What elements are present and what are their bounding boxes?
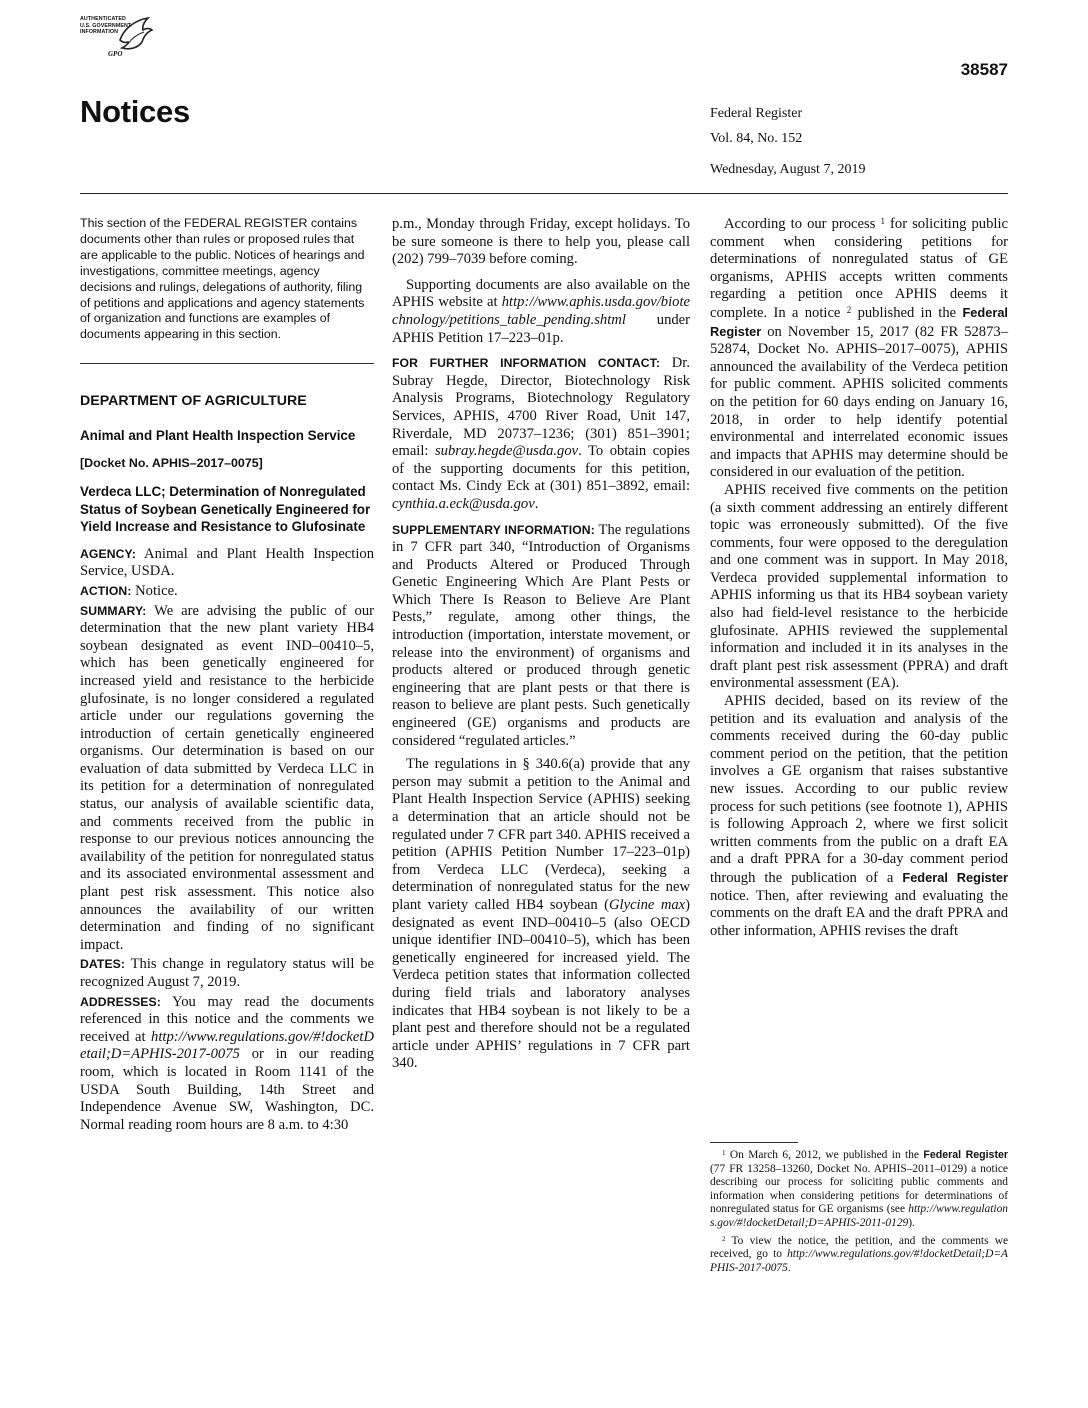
email-link-hegde[interactable]: subray.hegde@usda.gov: [435, 443, 579, 460]
department-heading: DEPARTMENT OF AGRICULTURE: [80, 393, 307, 410]
footnote-1-number: 1: [722, 1149, 726, 1157]
contact-text-3: .: [534, 495, 539, 512]
footnote-2: [710, 1235, 1008, 1276]
supporting-docs-text: Supporting documents are also available on the APHIS website at: [392, 276, 690, 311]
supporting-documents: [392, 277, 690, 347]
contact-text: Dr. Subray Hegde, Director, Biotechnology Risk Analysis Programs, Biotechnology Regulatory Services, APHIS, 4700 River Road, Unit 147, Riverdale, MD 20737–1236; (301) 851–3901; email:: [392, 355, 690, 460]
column-3: [710, 216, 1008, 940]
email-link-eck[interactable]: cynthia.a.eck@usda.gov: [392, 495, 535, 512]
petition-text: The regulations in § 340.6(a) provide that any person may submit a petition to the Animal and Plant Health Inspection Service (APHIS) seeking a determination that an article should not be regulated under 7 CFR part 340. APHIS received a petition (APHIS Petition Number 17–223–01p) from Verdeca LLC (Verdeca), seeking a determination of nonregulated status for the new plant variety called HB4 soybean (: [392, 756, 690, 913]
agency-heading: Animal and Plant Health Inspection Service: [80, 428, 356, 444]
supplementary-label: SUPPLEMENTARY INFORMATION:: [392, 522, 595, 537]
approach-paragraph: [710, 693, 1008, 940]
action-block: [80, 583, 374, 601]
logo-gpo-mark: GPO: [108, 50, 123, 58]
section-title: Notices: [80, 94, 190, 129]
supplementary-block: [392, 522, 690, 751]
summary-block: [80, 603, 374, 955]
regulations-link[interactable]: http://www.regulations.gov/#!docketDetail;D=APHIS-2017-0075: [80, 1028, 374, 1063]
logo-line-3: INFORMATION: [80, 29, 119, 35]
issue-date: Wednesday, August 7, 2019: [710, 162, 866, 177]
contact-block: [392, 355, 690, 513]
footnote-ref-2[interactable]: 2: [846, 304, 852, 315]
contact-label: FOR FURTHER INFORMATION CONTACT:: [392, 356, 661, 371]
dates-block: [80, 956, 374, 991]
approach-text: APHIS decided, based on its review of the petition and its evaluation and analysis of the comments received during the 60-day public comment period on the petition, that the petition involves a GE organism that raises substantive new issues. According to our public review process for such petitions (see footnote 1), APHIS is following Approach 2, where we first solicit written comments from the public on a draft EA and a draft PPRA for a 30-day comment period through the publication of a: [710, 693, 1008, 886]
addresses-block: [80, 994, 374, 1135]
section-intro: This section of the FEDERAL REGISTER contains documents other than rules or proposed rules that are applicable to the public. Notices of hearings and investigations, committee meetings, agency decisions and rulings, delegations of authority, filing of petitions and applications and agency statements of organization and functions are examples of documents appearing in this section.: [80, 216, 365, 342]
docket-number: [Docket No. APHIS–2017–0075]: [80, 456, 263, 471]
process-text-3: published in the: [857, 304, 957, 321]
petition-text-2: ) designated as event IND–00410–5 (also OECD unique identifier IND–00410–5), which has been genetically engineered for increased yield. The Verdeca petition states that information collected during field trials and laboratory analyses indicates that HB4 soybean is not likely to be a plant pest and therefore should not be a regulated article under APHIS’ regulations in 7 CFR part 340.: [392, 896, 691, 1072]
column-2: [392, 216, 690, 1073]
contact-text-2: . To obtain copies of the supporting documents for this petition, contact Ms. Cindy Eck at (301) 851–3892, email:: [392, 443, 690, 495]
supporting-docs-text-2: under APHIS Petition 17–223–01p.: [392, 311, 690, 346]
logo-line-1: AUTHENTICATED: [80, 16, 126, 22]
footnotes: [710, 1142, 1008, 1275]
action-text: Notice.: [135, 582, 178, 599]
volume-number: Vol. 84, No. 152: [710, 131, 803, 146]
process-text: According to our process: [724, 216, 876, 232]
footnote-ref-1[interactable]: 1: [880, 216, 885, 226]
footnote-2-text-2: .: [787, 1261, 791, 1274]
action-label: ACTION:: [80, 583, 132, 598]
addresses-text-2: or in our reading room, which is located in Room 1141 of the USDA South Building, 14th Street and Independence Avenue SW, Washington, DC. Normal reading room hours are 8 a.m. to 4:30: [80, 1046, 374, 1133]
footnote-rule: [710, 1142, 798, 1143]
petition-paragraph: [392, 756, 690, 1073]
addresses-text: You may read the documents referenced in this notice and the comments we received at: [80, 993, 375, 1045]
summary-text: We are advising the public of our determination that the new plant variety HB4 soybean designated as event IND–00410–5, which has been genetically engineered for increased yield and resistance to the herbicide glufosinate, is no longer considered a regulated article under our regulations governing the introduction of certain genetically engineered organisms. Our determination is based on our evaluation of data submitted by Verdeca LLC in its petition for a determination of nonregulated status, our analysis of available scientific data, and comments received from the public in response to our previous notices announcing the availability of the petition for nonregulated status and its associated environmental assessment and plant pest risk assessment. This notice also announces the availability of our written determination and finding of no significant impact.: [80, 602, 374, 953]
federal-register-ref: Federal Register: [710, 304, 1008, 339]
addresses-label: ADDRESSES:: [80, 994, 161, 1009]
federal-register-ref-2: Federal Register: [902, 869, 1008, 885]
agency-block: [80, 546, 374, 581]
aphis-link[interactable]: http://www.aphis.usda.gov/biotechnology/petitions_table_pending.shtml: [392, 294, 690, 328]
header-rule: [80, 193, 1008, 194]
document-title: Verdeca LLC; Determination of Nonregulated Status of Soybean Genetically Engineered for Yield Increase and Resistance to Glufosinate: [80, 484, 371, 535]
dates-text: This change in regulatory status will be recognized August 7, 2019.: [80, 956, 374, 990]
footnote-1: [710, 1149, 1008, 1231]
species-name: Glycine max: [609, 896, 686, 913]
eagle-icon: [114, 14, 156, 54]
supplementary-text: The regulations in 7 CFR part 340, “Introduction of Organisms and Products Altered or Produced Through Genetic Engineering Which Are Plant Pests or Which There Is Reason to Believe Are Plant Pests,” regulate, among other things, the introduction (importation, interstate movement, or release into the environment) of organisms and products altered or produced through genetic engineering that are plant pests or that there is reason to believe are plant pests. Such genetically engineered (GE) organisms and products are considered “regulated articles.”: [392, 521, 691, 749]
footnote-1-text: On March 6, 2012, we published in the: [729, 1149, 919, 1161]
footnote-2-text: To view the notice, the petition, and the comments we received, go to: [710, 1234, 1008, 1261]
footnote-1-text-3: ).: [908, 1216, 915, 1229]
logo-line-2: U.S. GOVERNMENT: [80, 22, 132, 29]
process-paragraph: [710, 216, 1008, 482]
dates-label: DATES:: [80, 957, 126, 972]
footnote-1-text-2: (77 FR 13258–13260, Docket No. APHIS–2011–0129) a notice describing our process for soliciting public comments and information when considering petitions for determinations of nonregulated status for GE organisms (see: [710, 1162, 1008, 1216]
comments-paragraph: APHIS received five comments on the petition (a sixth comment addressing an entirely different topic was erroneously submitted). Of the five comments, four were opposed to the deregulation and one comment was in support. In May 2018, Verdeca provided supplemental information to APHIS informing us that its HB4 soybean variety also had field-level resistance to the herbicide glufosinate. APHIS reviewed the supplemental information and included it in its analyses in the draft plant pest risk assessment (PPRA) and draft environmental assessment (EA).: [710, 481, 1008, 692]
agency-label: AGENCY:: [80, 546, 136, 561]
page-number: 38587: [960, 60, 1008, 79]
column-1: [80, 216, 374, 1134]
reading-room-hours: p.m., Monday through Friday, except holidays. To be sure someone is there to help you, please call (202) 799–7039 before coming.: [392, 216, 690, 268]
approach-text-2: notice. Then, after reviewing and evaluating the comments on the draft EA and the draft PPRA and other information, APHIS revises the draft: [710, 887, 1008, 939]
footnote-1-fr: Federal Register: [923, 1149, 1008, 1161]
process-text-2: for soliciting public comment when considering petitions for determinations of nonregulated status of GE organisms, APHIS accepts written comments regarding a petition once APHIS deems it complete. In a notice: [710, 216, 1008, 321]
summary-label: SUMMARY:: [80, 603, 147, 618]
agency-text: Animal and Plant Health Inspection Service, USDA.: [80, 545, 374, 580]
footnote-1-link[interactable]: http://www.regulations.gov/#!docketDetail;D=APHIS-2011-0129: [710, 1203, 1008, 1229]
footnote-2-number: 2: [722, 1234, 726, 1243]
footnote-2-link[interactable]: http://www.regulations.gov/#!docketDetail;D=APHIS-2017-0075: [710, 1248, 1008, 1274]
publication-name: Federal Register: [710, 106, 803, 121]
gpo-authenticated-logo: [80, 14, 160, 60]
process-text-4: on November 15, 2017 (82 FR 52873–52874, Docket No. APHIS–2017–0075), APHIS announced the availability of the Verdeca petition for public comment. APHIS solicited comments on the petition for 60 days ending on January 16, 2018, in order to help identify potential environmental and interrelated economic issues and impacts that APHIS may determine should be considered in our evaluation of the petition.: [710, 323, 1008, 481]
intro-rule: [80, 363, 374, 364]
